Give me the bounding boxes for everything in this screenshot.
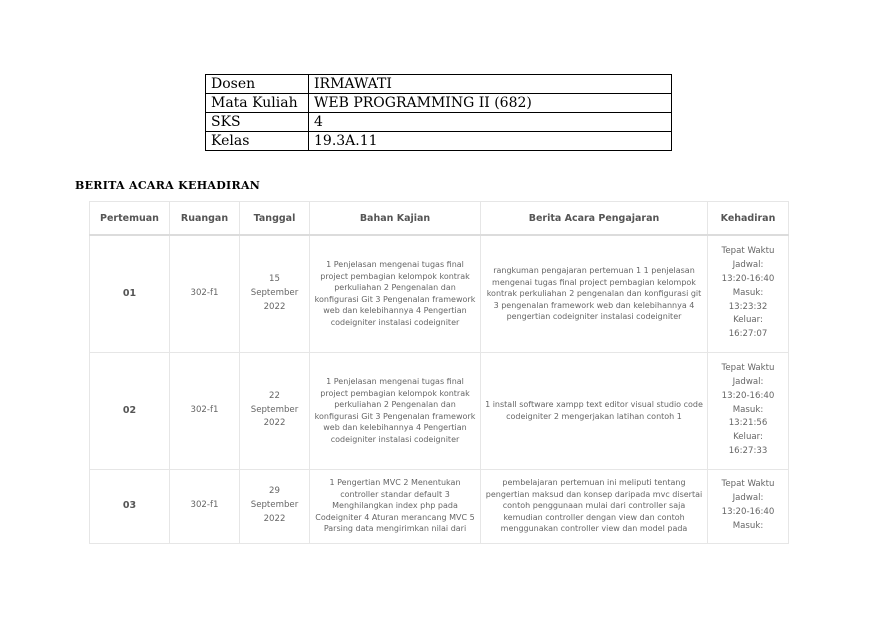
cell-ruangan: 302-f1 (170, 469, 240, 543)
cell-bahan-kajian: 1 Penjelasan mengenai tugas final project pembagian kelompok kontrak perkuliahan 2 Pengenalan dan konfigurasi Git 3 Pengenalan framework web dan kelebihannya 4 Pengertian codeigniter instalasi codeigniter (310, 235, 481, 352)
column-header-ruangan: Ruangan (170, 202, 240, 236)
info-row-sks (206, 113, 672, 132)
info-label: Kelas (206, 132, 309, 151)
attendance-table (89, 201, 789, 544)
column-header-kehadiran: Kehadiran (708, 202, 789, 236)
column-header-pertemuan: Pertemuan (90, 202, 170, 236)
cell-berita-acara: 1 install software xampp text editor visual studio code codeigniter 2 mengerjakan latihan contoh 1 (481, 352, 708, 469)
table-header-row (90, 202, 789, 236)
cell-text-clip: 1 Pengertian MVC 2 Menentukan controller standar default 3 Menghilangkan index php pada Codeigniter 4 Aturan merancang MVC 5 Parsing data mengirimkan nilai dari (315, 478, 475, 534)
course-info-table (205, 74, 672, 151)
cell-text-clip: Tepat Waktu Jadwal: 13:20-16:40 Masuk: (721, 479, 775, 531)
table-row (90, 235, 789, 352)
info-value: 4 (309, 113, 672, 132)
cell-text-clip: pembelajaran pertemuan ini meliputi tentang pengertian maksud dan konsep daripada mvc disertai contoh penggunaan mulai dari controller saja kemudian controller dengan view dan contoh menggunakan controller view dan model pada (485, 478, 703, 534)
cell-ruangan: 302-f1 (170, 235, 240, 352)
column-header-tanggal: Tanggal (240, 202, 310, 236)
info-value: IRMAWATI (309, 75, 672, 94)
cell-pertemuan: 02 (90, 352, 170, 469)
cell-tanggal: 15 September 2022 (240, 235, 310, 352)
table-row (90, 469, 789, 543)
info-label: Dosen (206, 75, 309, 94)
cell-kehadiran: Tepat Waktu Jadwal: 13:20-16:40 Masuk: 13:23:32 Keluar: 16:27:07 (708, 235, 789, 352)
info-row-kelas (206, 132, 672, 151)
table-row (90, 352, 789, 469)
column-header-bahan-kajian: Bahan Kajian (310, 202, 481, 236)
cell-bahan-kajian (310, 469, 481, 543)
cell-berita-acara (481, 469, 708, 543)
info-row-dosen (206, 75, 672, 94)
cell-berita-acara: rangkuman pengajaran pertemuan 1 1 penjelasan mengenai tugas final project pembagian kelompok kontrak perkuliahan 2 pengenalan dan konfigurasi git 3 pengenalan framework web dan kelebihannya 4 pengertian codeigniter instalasi codeigniter (481, 235, 708, 352)
info-row-mata-kuliah (206, 94, 672, 113)
cell-bahan-kajian: 1 Penjelasan mengenai tugas final project pembagian kelompok kontrak perkuliahan 2 Pengenalan dan konfigurasi Git 3 Pengenalan framework web dan kelebihannya 4 Pengertian codeigniter instalasi codeigniter (310, 352, 481, 469)
cell-pertemuan: 03 (90, 469, 170, 543)
section-heading: BERITA ACARA KEHADIRAN (75, 179, 261, 192)
info-label: SKS (206, 113, 309, 132)
cell-tanggal: 29 September 2022 (240, 469, 310, 543)
cell-tanggal: 22 September 2022 (240, 352, 310, 469)
info-value: WEB PROGRAMMING II (682) (309, 94, 672, 113)
info-value: 19.3A.11 (309, 132, 672, 151)
column-header-berita-acara: Berita Acara Pengajaran (481, 202, 708, 236)
cell-kehadiran (708, 469, 789, 543)
cell-pertemuan: 01 (90, 235, 170, 352)
cell-kehadiran: Tepat Waktu Jadwal: 13:20-16:40 Masuk: 13:21:56 Keluar: 16:27:33 (708, 352, 789, 469)
cell-ruangan: 302-f1 (170, 352, 240, 469)
info-label: Mata Kuliah (206, 94, 309, 113)
